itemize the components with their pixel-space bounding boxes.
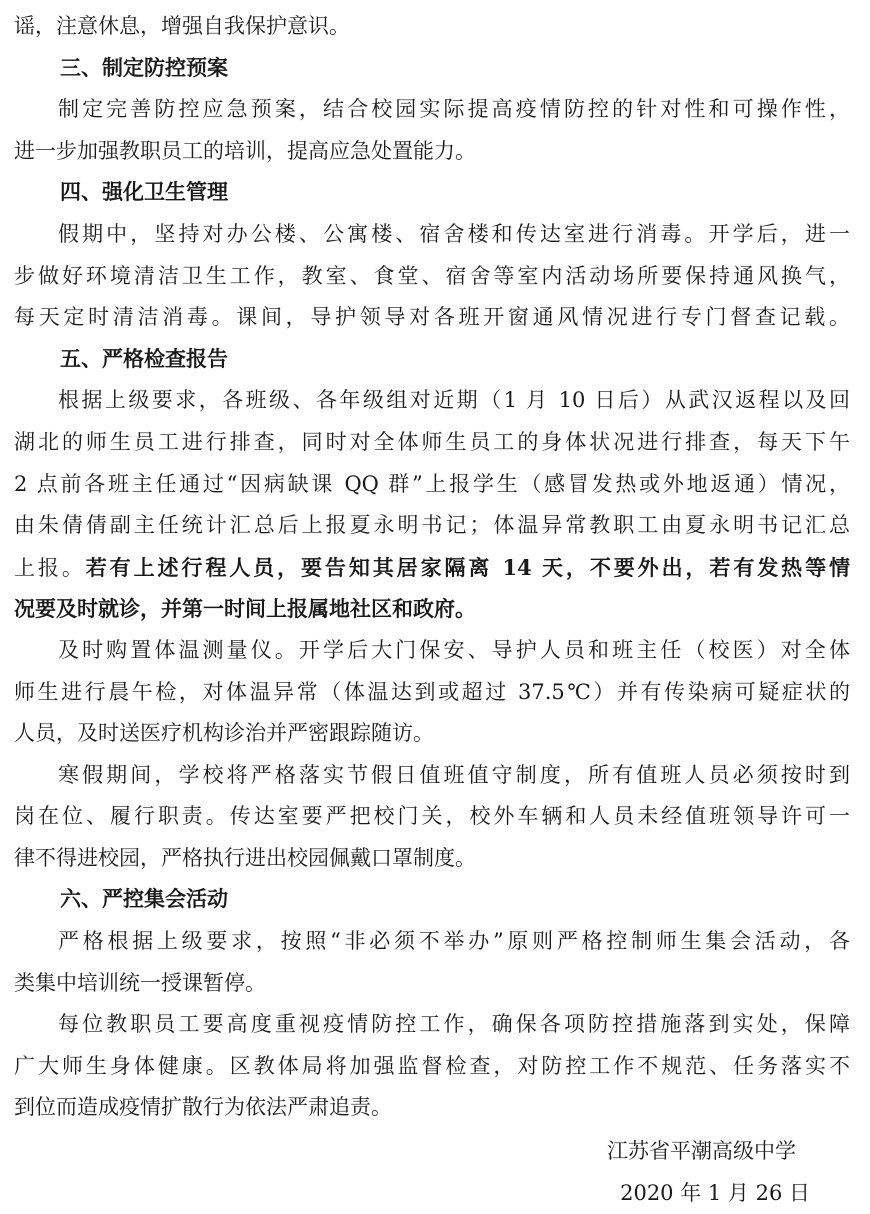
paragraph-line: 2 点前各班主任通过“因病缺课 QQ 群”上报学生（感冒发热或外地返通）情况， — [14, 471, 850, 496]
signature-organization: 江苏省平潮高级中学 — [607, 1139, 796, 1164]
paragraph-line: 到位而造成疫情扩散行为依法严肃追责。 — [14, 1095, 392, 1120]
paragraph-line: 严格根据上级要求，按照“非必须不举办”原则严格控制师生集会活动，各 — [58, 929, 850, 954]
paragraph-line: 根据上级要求，各班级、各年级组对近期（1 月 10 日后）从武汉返程以及回 — [58, 388, 850, 413]
paragraph-line: 律不得进校园，严格执行进出校园佩戴口罩制度。 — [14, 845, 476, 870]
section-heading: 四、强化卫生管理 — [60, 180, 228, 205]
signature-date: 2020 年 1 月 26 日 — [620, 1180, 810, 1205]
paragraph-line: 假期中，坚持对办公楼、公寓楼、宿舍楼和传达室进行消毒。开学后，进一 — [58, 221, 850, 246]
paragraph-line: 人员，及时送医疗机构诊治并严密跟踪随访。 — [14, 721, 434, 746]
paragraph-line: 及时购置体温测量仪。开学后大门保安、导护人员和班主任（校医）对全体 — [58, 637, 850, 662]
paragraph-text: 上报。 — [14, 555, 86, 580]
paragraph-line: 由朱倩倩副主任统计汇总后上报夏永明书记；体温异常教职工由夏永明书记汇总 — [14, 513, 850, 538]
paragraph-line: 广大师生身体健康。区教体局将加强监督检查，对防控工作不规范、任务落实不 — [14, 1053, 850, 1078]
document-body — [14, 6, 850, 1129]
paragraph-line: 制定完善防控应急预案，结合校园实际提高疫情防控的针对性和可操作性， — [58, 97, 850, 122]
paragraph-line: 岗在位、履行职责。传达室要严把校门关，校外车辆和人员未经值班领导许可一 — [14, 804, 850, 829]
paragraph-line — [14, 547, 850, 589]
paragraph-line: 湖北的师生员工进行排查，同时对全体师生员工的身体状况进行排查，每天下午 — [14, 429, 850, 454]
paragraph-line: 类集中培训统一授课暂停。 — [14, 970, 266, 995]
section-heading: 三、制定防控预案 — [60, 55, 228, 80]
paragraph-line: 进一步加强教职员工的培训，提高应急处置能力。 — [14, 138, 476, 163]
paragraph-line: 每天定时清洁消毒。课间，导护领导对各班开窗通风情况进行专门督查记载。 — [14, 305, 850, 330]
paragraph-line: 师生进行晨午检，对体温异常（体温达到或超过 37.5℃）并有传染病可疑症状的 — [14, 679, 850, 704]
paragraph-line: 况要及时就诊，并第一时间上报属地社区和政府。 — [14, 596, 476, 622]
paragraph-line: 步做好环境清洁卫生工作，教室、食堂、宿舍等室内活动场所要保持通风换气， — [14, 263, 850, 288]
section-heading: 六、严控集会活动 — [60, 887, 228, 912]
paragraph-line: 每位教职员工要高度重视疫情防控工作，确保各项防控措施落到实处，保障 — [58, 1012, 850, 1037]
section-heading: 五、严格检查报告 — [60, 346, 228, 371]
emphasis-text: 若有上述行程人员，要告知其居家隔离 14 天，不要外出，若有发热等情 — [85, 554, 850, 580]
paragraph-line: 寒假期间，学校将严格落实节假日值班值守制度，所有值班人员必须按时到 — [58, 762, 850, 787]
paragraph-line: 谣，注意休息，增强自我保护意识。 — [14, 14, 350, 38]
